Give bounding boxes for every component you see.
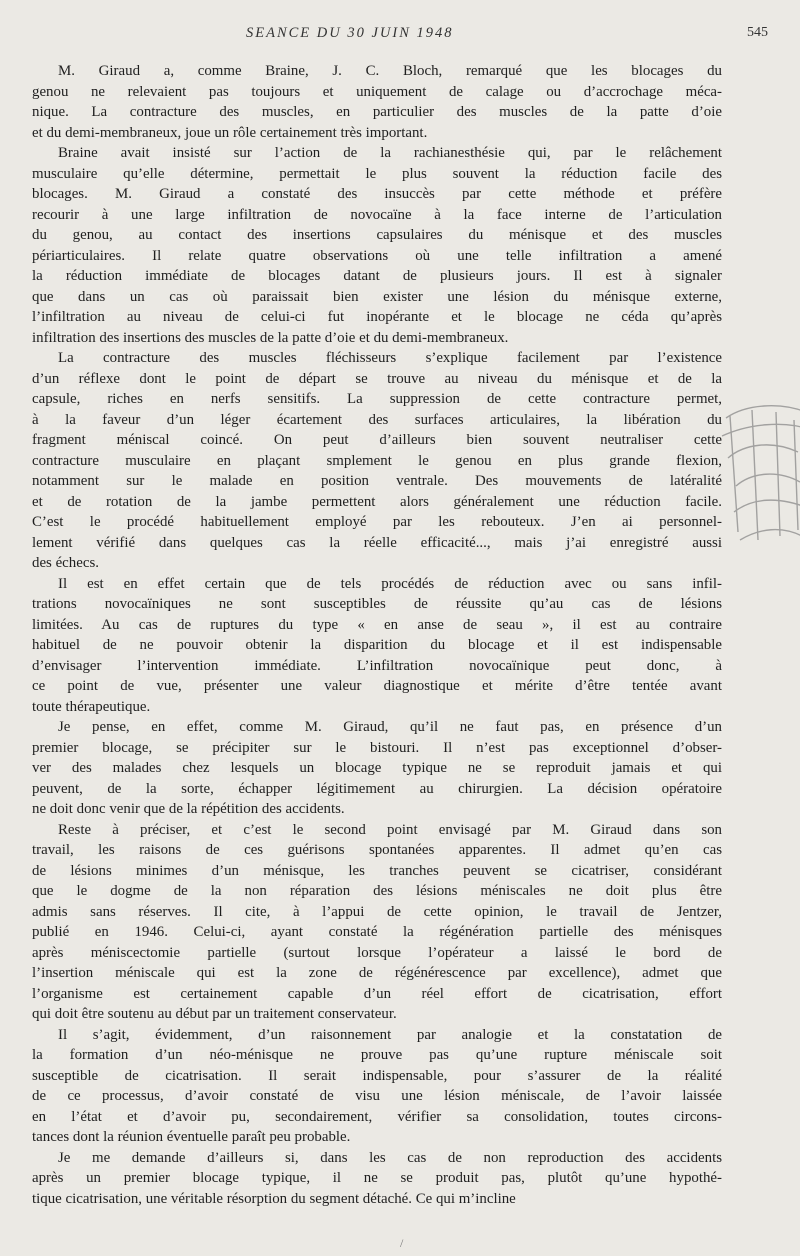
- running-title: SEANCE DU 30 JUIN 1948: [246, 25, 454, 41]
- running-head: [0, 25, 800, 45]
- paragraph-line: contracture musculaire en plaçant smplement le genou en plus grande flexion,: [32, 452, 722, 469]
- paragraph-line: la formation d’un néo-ménisque ne prouve pas qu’une rupture méniscale soit: [32, 1047, 722, 1063]
- paragraph-line: de ce processus, d’avoir constaté de visu une lésion méniscale, de l’avoir laissée: [32, 1088, 722, 1104]
- paragraph: [32, 820, 722, 1025]
- paragraph-line: M. Giraud a, comme Braine, J. C. Bloch, remarqué que les blocages du: [58, 63, 722, 79]
- paragraph-line: l’insertion méniscale qui est la zone de régénérescence par excellence), admet que: [32, 965, 722, 981]
- paragraph-line: limitées. Au cas de ruptures du type « en anse de seau », il est au contraire: [32, 616, 722, 633]
- paragraph-line: après méniscectomie partielle (surtout lorsque l’opérateur a laissé le bord de: [32, 944, 722, 961]
- paragraph-line: des échecs.: [32, 555, 99, 571]
- paragraph-line: Je me demande d’ailleurs si, dans les cas de non reproduction des accidents: [58, 1149, 722, 1166]
- paragraph-line: fragment méniscal coincé. On peut d’ailleurs bien souvent neutraliser cette: [32, 432, 722, 448]
- paragraph-line: d’envisager l’intervention immédiate. L’infiltration novocaïnique peut donc, à: [32, 657, 722, 674]
- paragraph-line: tique cicatrisation, une véritable résorption du segment détaché. Ce qui m’incline: [32, 1190, 516, 1207]
- footer-mark: /: [400, 1236, 404, 1250]
- page-number: 545: [747, 25, 768, 40]
- paragraph-line: Reste à préciser, et c’est le second point envisagé par M. Giraud dans son: [58, 821, 722, 838]
- paragraph-line: genou ne relevaient pas toujours et uniquement de calage ou d’accrochage méca-: [32, 83, 722, 100]
- paragraph-line: d’un réflexe dont le point de départ se trouve au niveau du ménisque et de la: [32, 370, 722, 387]
- paragraph: [32, 717, 722, 820]
- paragraph-line: qui doit être soutenu au début par un traitement conservateur.: [32, 1006, 397, 1022]
- paragraph: [32, 348, 722, 574]
- paragraph-line: l’organisme est certainement capable d’un réel effort de cicatrisation, effort: [32, 985, 722, 1002]
- paragraph-line: toute thérapeutique.: [32, 698, 151, 715]
- paragraph-line: travail, les raisons de ces guérisons spontanées apparentes. Il admet qu’en cas: [32, 842, 722, 858]
- paragraph: [32, 1148, 722, 1210]
- paragraph-line: blocages. M. Giraud a constaté des insuccès par cette méthode et préfère: [32, 186, 722, 202]
- paragraph-line: premier blocage, se précipiter sur le bistouri. Il n’est pas exceptionnel d’obser-: [32, 739, 722, 756]
- paragraph-line: à la faveur d’un léger écartement des surfaces articulaires, la libération du: [32, 411, 722, 428]
- paragraph-line: que le dogme de la non réparation des lésions méniscales ne doit plus être: [32, 883, 722, 899]
- paragraph-line: habituel de ne pouvoir obtenir la disparition du blocage et il est indispensable: [32, 637, 722, 653]
- paragraph-line: notamment sur le malade en position ventrale. Des mouvements de latéralité: [32, 473, 722, 489]
- paragraph-line: Il est en effet certain que de tels procédés de réduction avec ou sans infil-: [58, 575, 722, 592]
- paragraph-line: Braine avait insisté sur l’action de la rachianesthésie qui, par le relâchement: [58, 145, 722, 161]
- library-stamp-icon: [718, 400, 800, 550]
- paragraph-line: lement vérifié dans quelques cas la réelle efficacité..., mais j’ai enregistré aussi: [32, 534, 722, 551]
- paragraph-line: ne doit donc venir que de la répétition des accidents.: [32, 801, 345, 817]
- paragraph: [32, 61, 722, 143]
- paragraph: [32, 143, 722, 348]
- paragraph-line: nique. La contracture des muscles, en particulier des muscles de la patte d’oie: [32, 104, 722, 120]
- paragraph-line: infiltration des insertions des muscles de la patte d’oie et du demi-membraneux.: [32, 329, 509, 346]
- paragraph-line: tances dont la réunion éventuelle paraît peu probable.: [32, 1129, 351, 1145]
- paragraph-line: capsule, riches en nerfs sensitifs. La suppression de cette contracture permet,: [32, 391, 722, 407]
- paragraph-line: du genou, au contact des insertions capsulaires du ménisque et des muscles: [32, 227, 722, 243]
- paragraph-line: Je pense, en effet, comme M. Giraud, qu’il ne faut pas, en présence d’un: [58, 719, 722, 735]
- paragraph: [32, 1025, 722, 1148]
- body-text: [32, 61, 722, 1209]
- paragraph-line: peuvent, de la sorte, échapper légitimement au chirurgien. La décision opératoire: [32, 780, 722, 797]
- paragraph-line: ver des malades chez lesquels un blocage typique ne se reproduit jamais et qui: [32, 760, 722, 776]
- paragraph: [32, 574, 722, 718]
- paragraph-line: trations novocaïniques ne sont susceptibles de réussite qu’au cas de lésions: [32, 596, 722, 612]
- paragraph-line: Il s’agit, évidemment, d’un raisonnement par analogie et la constatation de: [58, 1026, 722, 1043]
- paragraph-line: en l’état et d’avoir pu, secondairement, vérifier sa consolidation, toutes circons-: [32, 1108, 722, 1125]
- paragraph-line: susceptible de cicatrisation. Il serait indispensable, pour s’assurer de la réalité: [32, 1067, 722, 1084]
- paragraph-line: et du demi-membraneux, joue un rôle certainement très important.: [32, 124, 428, 141]
- paragraph-line: admis sans réserves. Il cite, à l’appui de cette opinion, le travail de Jentzer,: [32, 903, 722, 920]
- paragraph-line: de lésions minimes d’un ménisque, les tranches peuvent se cicatriser, considérant: [32, 862, 722, 879]
- paragraph-line: que dans un cas où paraissait bien exister une lésion du ménisque externe,: [32, 288, 722, 305]
- paragraph-line: ce point de vue, présenter une valeur diagnostique et mérite d’être tentée avant: [32, 678, 722, 694]
- paragraph-line: après un premier blocage typique, il ne se produit pas, plutôt qu’une hypothé-: [32, 1170, 722, 1186]
- paragraph-line: périarticulaires. Il relate quatre observations où une telle infiltration a amené: [32, 247, 722, 264]
- paragraph-line: l’infiltration au niveau de celui-ci fut inopérante et le blocage ne céda qu’après: [32, 309, 722, 325]
- paragraph-line: C’est le procédé habituellement employé par les rebouteux. J’en ai personnel-: [32, 514, 722, 530]
- paragraph-line: et de rotation de la jambe permettent alors généralement une réduction facile.: [32, 493, 722, 510]
- paragraph-line: La contracture des muscles fléchisseurs s’explique facilement par l’existence: [58, 350, 722, 366]
- paragraph-line: recourir à une large infiltration de novocaïne à la face interne de l’articulation: [32, 206, 722, 223]
- paragraph-line: publié en 1946. Celui-ci, ayant constaté la régénération partielle des ménisques: [32, 924, 722, 940]
- paragraph-line: la réduction immédiate de blocages datant de plusieurs jours. Il est à signaler: [32, 268, 722, 284]
- paragraph-line: musculaire qu’elle détermine, permettait le plus souvent la réduction facile des: [32, 165, 722, 182]
